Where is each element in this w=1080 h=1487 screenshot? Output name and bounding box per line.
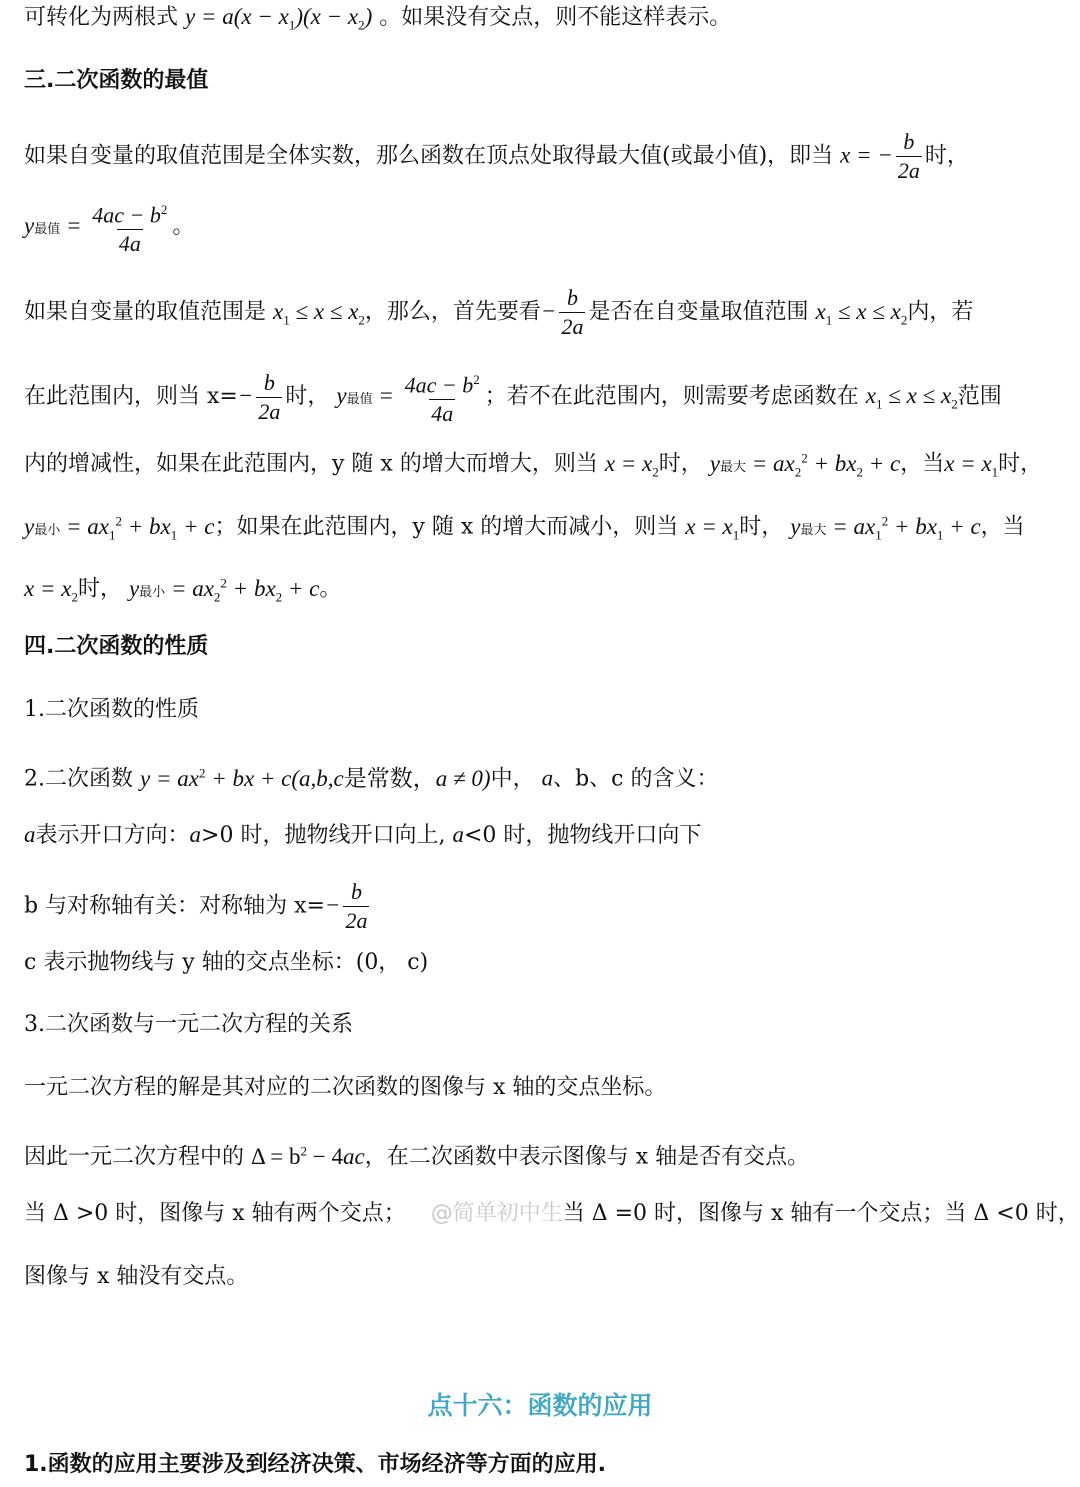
text: 中，: [490, 766, 535, 792]
text-line: 1.函数的应用主要涉及到经济决策、市场经济等方面的应用.: [24, 1452, 607, 1477]
math-range: $x_1 \le x \le x_2$: [865, 383, 958, 412]
text: 时，: [739, 514, 784, 540]
text-line: [24, 1199, 1080, 1229]
math-minus: −: [540, 298, 557, 324]
watermark: @简单初中生: [430, 1201, 563, 1226]
text: ，当: [900, 451, 945, 477]
text: >0 时，抛物线开口向上,: [201, 823, 446, 848]
section-title: 点十六：函数的应用: [427, 1391, 653, 1420]
text-line: [24, 284, 1064, 341]
text: 可转化为两根式: [24, 5, 179, 30]
math: $x = x_2$: [24, 575, 78, 605]
text: 是否在自变量取值范围: [588, 299, 809, 325]
text: 。: [319, 576, 342, 602]
text-line: 1.二次函数的性质: [24, 697, 199, 722]
text: 2.二次函数: [24, 766, 133, 792]
text: ，在二次函数中表示图像与 x 轴是否有交点。: [364, 1144, 810, 1170]
math: y最大 = $ax_1^2 + bx_1 + c$: [790, 513, 981, 543]
text: 内的增减性，如果在此范围内，y 随 x 的增大而增大，则当: [24, 451, 598, 477]
text: 当 Δ =0 时，图像与 x 轴有一个交点；当 Δ <0 时，: [562, 1201, 1080, 1226]
text-line: [24, 366, 1064, 428]
text: 如果自变量的取值范围是: [24, 299, 267, 325]
text: <0 时，抛物线开口向下: [463, 823, 702, 848]
text: 时，: [658, 451, 703, 477]
math-range: $x_1 \le x \le x_2$: [273, 298, 365, 328]
text: 在此范围内，则当 x=: [24, 384, 238, 410]
heading-extremum: 三.二次函数的最值: [24, 68, 209, 93]
text: 范围: [957, 384, 1002, 410]
math-minus: −: [237, 383, 254, 409]
text-line: [24, 878, 1064, 935]
math: $x = x_1$: [685, 513, 740, 543]
fraction: $\frac{b}{2a}$: [345, 879, 368, 933]
text-line: [24, 196, 1064, 258]
text: 表示开口方向：: [35, 823, 190, 848]
math-minus: −: [324, 892, 341, 918]
math-y-extreme: y最值 =: [24, 213, 88, 239]
math: a: [189, 822, 202, 847]
text: ，那么，首先要看: [364, 299, 541, 325]
math-range: $x_1 \le x \le x_2$: [815, 298, 908, 328]
math: y最小 = $ax_2^2 + bx_2 + c$: [128, 575, 320, 605]
text-line: [24, 506, 1064, 550]
fraction: $\frac{4ac - b^2}{4a}$: [92, 202, 168, 257]
text: ；如果在此范围内，y 随 x 的增大而减小，则当: [214, 514, 679, 540]
text-line: 3.二次函数与一元二次方程的关系: [24, 1012, 353, 1037]
math-two-root-form: $y = a(x - x_1)(x - x_2)$: [185, 4, 373, 33]
text: b 与对称轴有关：对称轴为 x=: [24, 893, 325, 919]
text-line: [24, 568, 1064, 612]
text-line: 一元二次方程的解是其对应的二次函数的图像与 x 轴的交点坐标。: [24, 1075, 667, 1100]
math-y-extreme: y最值 =: [336, 383, 400, 409]
math: $x = x_1$: [944, 450, 999, 480]
text: 。: [172, 214, 195, 240]
text-line: c 表示抛物线与 y 轴的交点坐标：(0， c): [24, 950, 429, 975]
text-line: [24, 128, 1064, 185]
math: y最小 = $ax_1^2 + bx_1 + c$: [24, 513, 215, 543]
math: a: [452, 822, 464, 847]
math-x-eq: x = −: [840, 142, 893, 168]
fraction: $\frac{b}{2a}$: [897, 129, 920, 183]
text: ；若不在此范围内，则需要考虑函数在: [484, 384, 859, 410]
text: 时，: [924, 143, 969, 169]
math-discriminant: $\Delta = b^2 - 4ac$: [251, 1143, 365, 1169]
text-line: [24, 443, 1064, 487]
math: a: [24, 822, 36, 847]
text: 时，: [998, 451, 1043, 477]
text: 时，: [77, 576, 122, 602]
text-line: [24, 758, 1064, 795]
math: y最大 = $ax_2^2 + bx_2 + c$: [709, 450, 901, 480]
text-line: [24, 1136, 1064, 1173]
text: 时，: [285, 384, 330, 410]
heading-properties: 四.二次函数的性质: [24, 634, 209, 659]
math-quadratic: $y = ax^2$ + bx + c(a,b,c是常数，a ≠ 0): [140, 765, 491, 791]
text-line: 图像与 x 轴没有交点。: [24, 1264, 249, 1289]
fraction: $\frac{b}{2a}$: [258, 369, 281, 424]
text: 如果自变量的取值范围是全体实数，那么函数在顶点处取得最大值(或最小值)，即当: [24, 143, 834, 169]
text: 、b、c 的含义：: [553, 766, 719, 792]
fraction: $\frac{4ac - b^2}{4a}$: [404, 372, 480, 427]
text: ，当: [980, 514, 1025, 540]
math: a: [541, 765, 554, 791]
text: 。如果没有交点，则不能这样表示。: [379, 5, 732, 30]
fraction: $\frac{b}{2a}$: [561, 285, 584, 339]
text: 内，若: [907, 299, 974, 325]
text-line: [24, 2, 1064, 41]
text-line: [24, 820, 1064, 851]
math: $x = x_2$: [604, 450, 659, 480]
text: 因此一元二次方程中的: [24, 1144, 245, 1170]
text: 当 Δ >0 时，图像与 x 轴有两个交点；: [24, 1201, 406, 1226]
